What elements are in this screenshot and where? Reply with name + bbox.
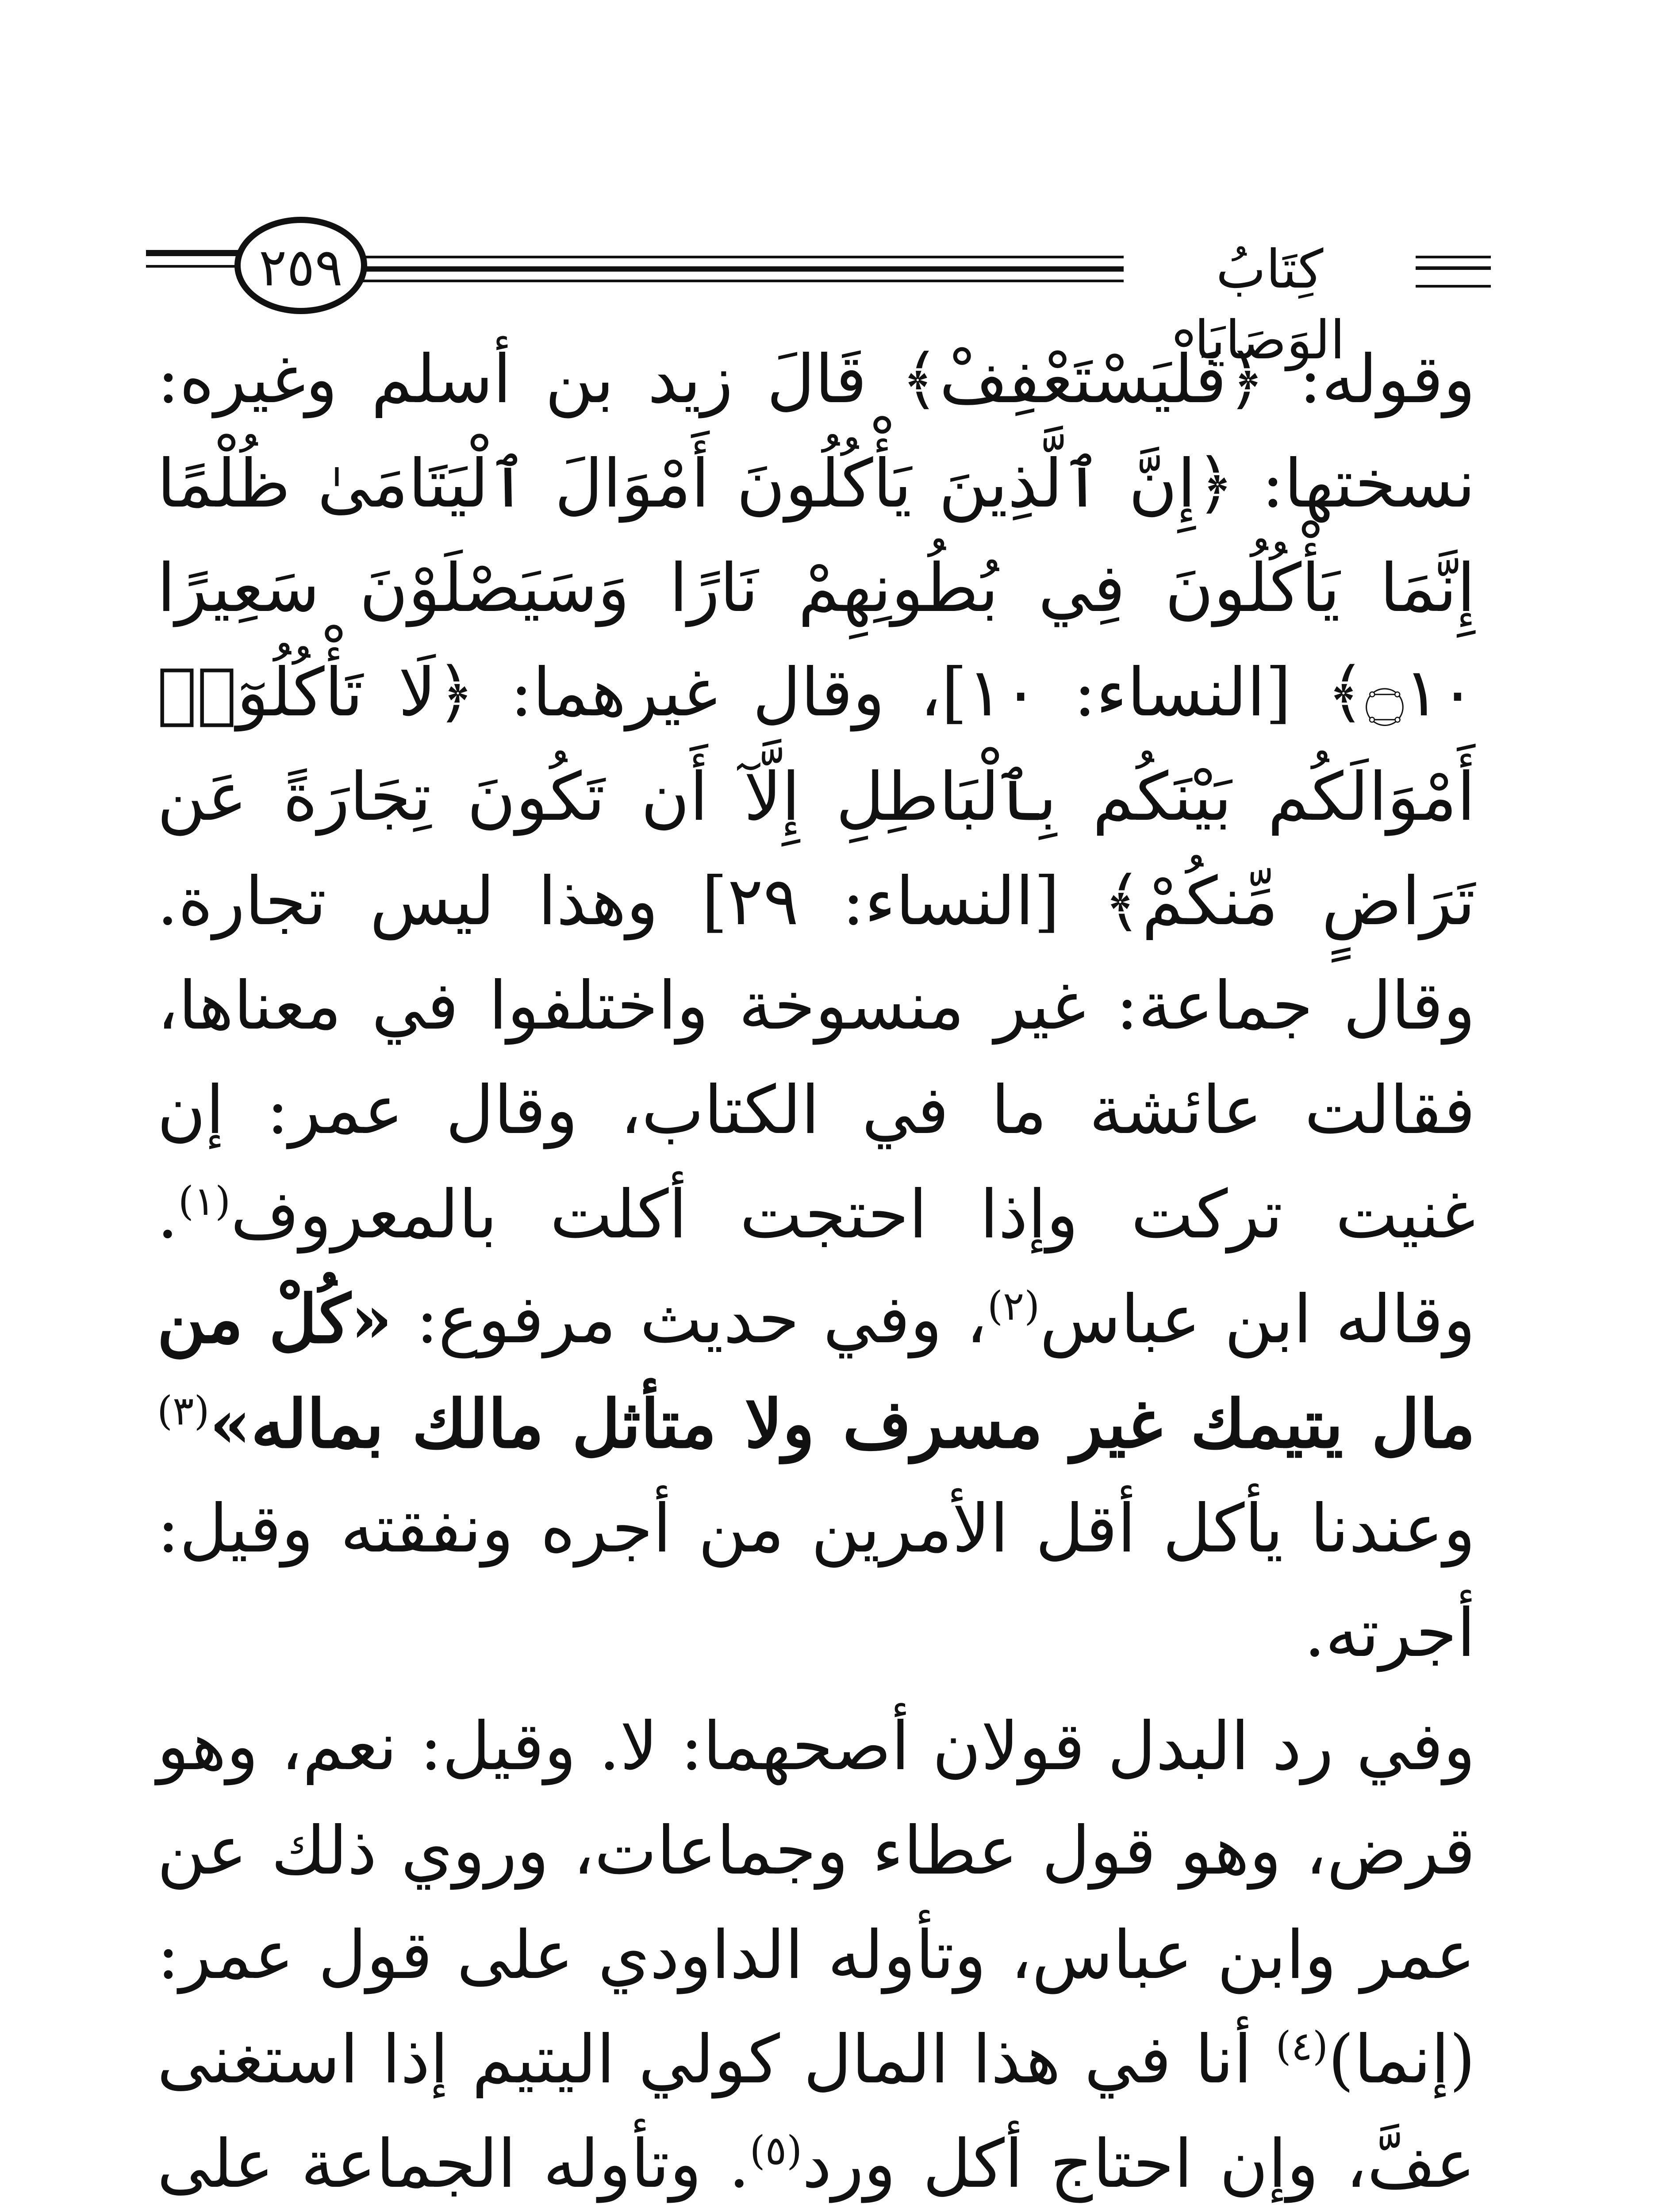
text-run: ، وفي حديث مرفوع: <box>392 1281 987 1358</box>
header-rule-right <box>1416 256 1491 288</box>
paragraph <box>157 327 1475 1686</box>
page-header <box>146 208 1491 371</box>
text-run: . وتأوله الجماعة على <box>157 2126 750 2203</box>
text-run: [النساء: ١٠]، وقال غيرهما: <box>475 654 1327 731</box>
footnote-ref: (٢) <box>987 1283 1040 1329</box>
hadith-quote: «كُلْ من مال يتيمك غير مسرف ولا متأثل مالك بماله» <box>157 1280 1475 1463</box>
page-number-ornament <box>146 250 248 268</box>
quran-verse: ﴿إِنَّ ٱلَّذِينَ يَأْكُلُونَ أَمْوَالَ ٱلْيَتَامَىٰ ظُلْمًا إِنَّمَا يَأْكُلُونَ فِي بُطُونِهِمْ نَارًا وَسَيَصْلَوْنَ سَعِيرًا ۝١٠﴾ <box>157 445 1475 731</box>
text-run: وفي رد البدل قولان أصحهما: لا. وقيل: نعم، وهو قرض، وهو قول عطاء وجماعات، وروي ذلك عن عمر وابن عباس، وتأوله الداودي على قول عمر: (إنما) <box>157 1708 1475 2098</box>
header-rule <box>257 256 1124 258</box>
text-run: أنا في هذا المال كولي اليتيم إذا استغنى عفَّ، وإن احتاج أكل ورد <box>157 2021 1476 2203</box>
text-run: . وقاله ابن عباس <box>157 1176 1475 1358</box>
header-rule-thick <box>257 266 1124 272</box>
footnote-ref: (٥) <box>749 2128 802 2174</box>
main-text <box>157 327 1475 2212</box>
quran-verse: ﴿لَا تَأْكُلُوٓا۟ أَمْوَالَكُم بَيْنَكُم بِٱلْبَاطِلِ إِلَّآ أَن تَكُونَ تِجَارَةً عَن تَرَاضٍ مِّنكُمْ﴾ <box>157 654 1476 940</box>
footnote-ref: (٤) <box>1275 2023 1328 2070</box>
text-run: [النساء: ٢٩] وهذا ليس تجارة. وقال جماعة: غير منسوخة واختلفوا في معناها، فقالت عائشة ما في الكتاب، وقال عمر: إن غنيت تركت وإذا احتجت أكلت بالمعروف <box>157 863 1475 1253</box>
text-run: وقوله: <box>1265 341 1475 418</box>
header-rule-bottom <box>257 280 1124 282</box>
footnote-ref: (١) <box>178 1178 231 1225</box>
text-run: وعندنا يأكل أقل الأمرين من أجره ونفقته وقيل: أجرته. <box>157 1490 1475 1672</box>
book-title: كِتَابُ الوَصَايَا <box>1194 239 1345 371</box>
text-run: قَالَ زيد بن أسلم وغيره: نسختها: <box>157 341 1475 522</box>
header-rule-right-mid <box>1416 266 1491 270</box>
page-number: ٢٥٩ <box>234 217 367 314</box>
paragraph <box>157 1694 1475 2212</box>
footnote-ref: (٣) <box>157 1388 210 1434</box>
quran-verse: ﴿فَلْيَسْتَعْفِفْ﴾ <box>900 341 1266 418</box>
